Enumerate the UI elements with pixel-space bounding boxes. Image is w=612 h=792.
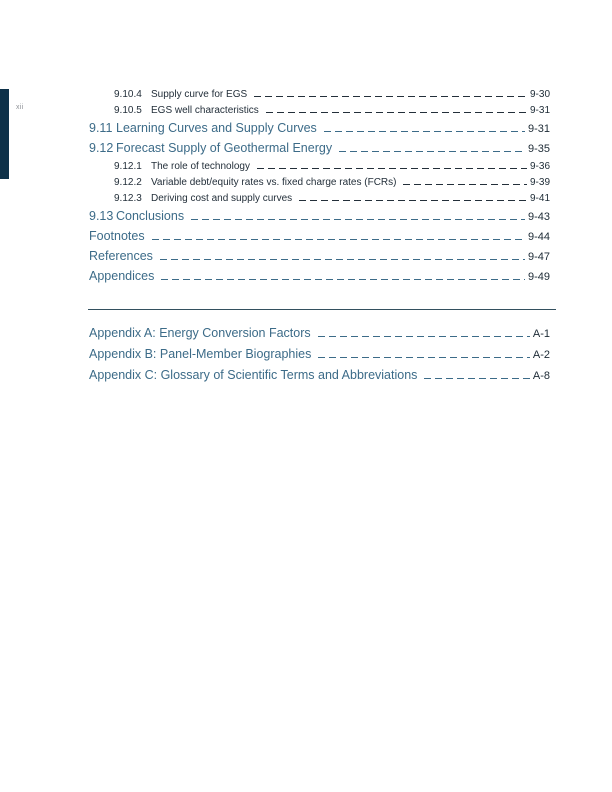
dash-leader (318, 357, 530, 358)
section-divider (88, 309, 556, 310)
table-of-contents (89, 87, 550, 386)
toc-entry-page: 9-43 (527, 211, 550, 223)
toc-entry-title: Footnotes (89, 229, 145, 243)
dash-leader (324, 131, 525, 132)
appendix-entry[interactable] (89, 344, 550, 365)
toc-entry-title: Appendix A: Energy Conversion Factors (89, 326, 311, 340)
toc-entry-title: Variable debt/equity rates vs. fixed charge rates (FCRs) (151, 177, 397, 188)
toc-entry-page: 9-41 (529, 193, 550, 204)
toc-entry-number: 9.12.1 (114, 161, 142, 172)
toc-entry-page: 9-39 (529, 177, 550, 188)
dash-leader (161, 279, 525, 280)
dash-leader (403, 184, 527, 185)
appendix-entry-list (89, 323, 550, 386)
dash-leader (299, 200, 527, 201)
toc-entry[interactable] (89, 159, 550, 175)
dash-leader (257, 168, 527, 169)
toc-entry-page: A-2 (532, 349, 550, 361)
dash-leader (160, 259, 525, 260)
toc-entry-page: A-8 (532, 370, 550, 382)
toc-entry[interactable] (89, 175, 550, 191)
dash-leader (266, 112, 527, 113)
toc-entry-page: A-1 (532, 328, 550, 340)
toc-entry-list (89, 87, 550, 287)
toc-entry-title: EGS well characteristics (151, 105, 259, 116)
dash-leader (424, 378, 529, 379)
toc-entry-title: Appendix B: Panel-Member Biographies (89, 347, 312, 361)
toc-entry[interactable] (89, 207, 550, 227)
toc-entry-title: Appendices (89, 269, 155, 283)
toc-entry-number: 9.10.4 (114, 89, 142, 100)
toc-entry[interactable] (89, 87, 550, 103)
toc-entry-title: Learning Curves and Supply Curves (116, 121, 317, 135)
toc-entry-page: 9-31 (529, 105, 550, 116)
toc-entry-title: The role of technology (151, 161, 250, 172)
dash-leader (339, 151, 525, 152)
toc-entry[interactable] (89, 247, 550, 267)
toc-entry[interactable] (89, 267, 550, 287)
page-edge-tab (0, 89, 9, 179)
toc-entry-page: 9-49 (527, 271, 550, 283)
toc-entry-number: 9.12.2 (114, 177, 142, 188)
toc-entry-number: 9.10.5 (114, 105, 142, 116)
dash-leader (152, 239, 525, 240)
toc-entry-page: 9-44 (527, 231, 550, 243)
toc-entry[interactable] (89, 139, 550, 159)
toc-entry[interactable] (89, 227, 550, 247)
toc-entry[interactable] (89, 103, 550, 119)
toc-entry-number: 9.11 (89, 121, 113, 135)
page-number-label: xii (16, 104, 24, 111)
toc-entry-page: 9-47 (527, 251, 550, 263)
toc-entry-number: 9.13 (89, 209, 114, 223)
toc-entry-title: References (89, 249, 153, 263)
toc-entry-title: Appendix C: Glossary of Scientific Terms and Abbreviations (89, 368, 418, 382)
toc-entry-title: Supply curve for EGS (151, 89, 248, 100)
toc-entry-number: 9.12.3 (114, 193, 142, 204)
toc-entry-title: Forecast Supply of Geothermal Energy (116, 141, 333, 155)
toc-entry-title: Deriving cost and supply curves (151, 193, 293, 204)
toc-entry-page: 9-31 (527, 123, 550, 135)
toc-entry-page: 9-36 (529, 161, 550, 172)
toc-entry[interactable] (89, 191, 550, 207)
toc-entry-title: Conclusions (116, 209, 185, 223)
dash-leader (254, 96, 527, 97)
appendix-entry[interactable] (89, 365, 550, 386)
dash-leader (318, 336, 530, 337)
toc-entry-number: 9.12 (89, 141, 114, 155)
dash-leader (191, 219, 525, 220)
toc-entry[interactable] (89, 119, 550, 139)
appendix-entry[interactable] (89, 323, 550, 344)
toc-entry-page: 9-30 (529, 89, 550, 100)
toc-entry-page: 9-35 (527, 143, 550, 155)
